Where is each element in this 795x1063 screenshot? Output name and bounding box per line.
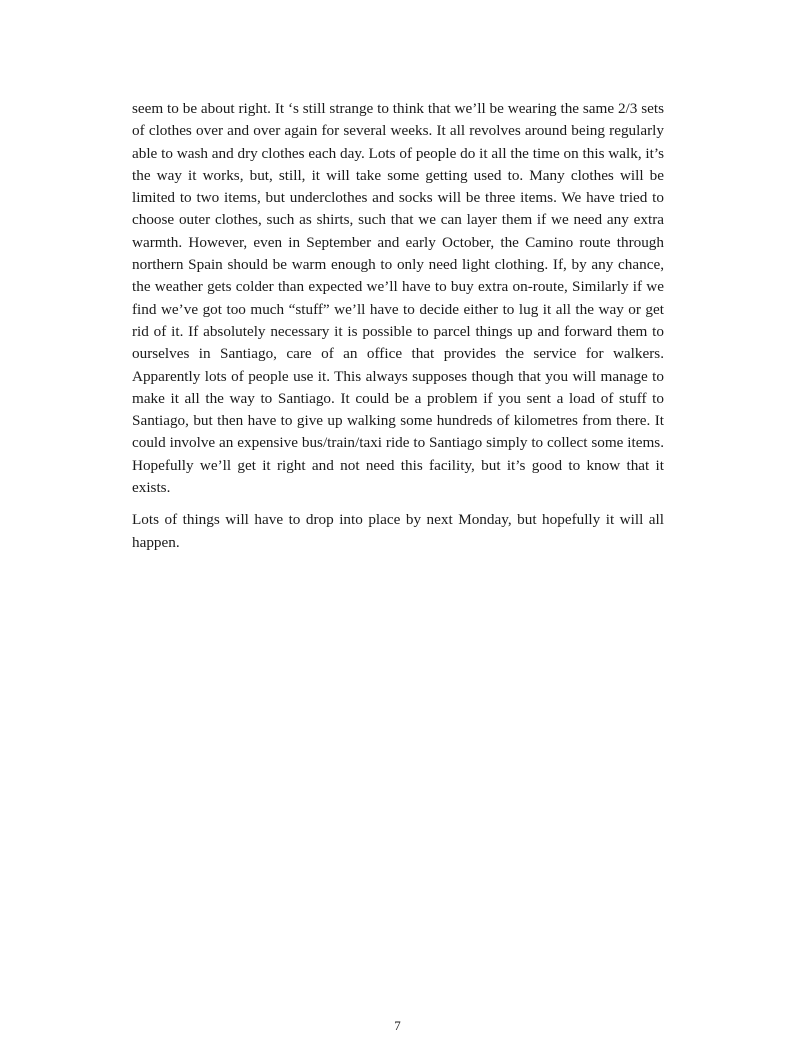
paragraph-closing: Lots of things will have to drop into place by next Monday, but hopefully it will all happen. xyxy=(132,511,664,551)
body-text xyxy=(132,98,664,564)
paragraph-clothing: seem to be about right. It ‘s still strange to think that we’ll be wearing the same 2/3 sets of clothes over and over again for several weeks. It all revolves around being regularly able to wash and dry clothes each day. Lots of people do it all the time on this walk, it’s the way it works, but, still, it will take some getting used to. Many clothes will be limited to two items, but underclothes and socks will be three items. We have tried to choose outer clothes, such as shirts, such that we can layer them if we need any extra warmth. However, even in September and early October, the Camino route through northern Spain should be warm enough to only need light clothing. If, by any chance, the weather gets colder than expected we’ll have to buy extra on-route, Similarly if we find we’ve got too much “stuff” we’ll have to decide either to lug it all the way or get rid of it. If absolutely necessary it is possible to parcel things up and forward them to ourselves in Santiago, care of an office that provides the service for walkers. Apparently lots of people use it. This always supposes though that you will manage to make it all the way to Santiago. It could be a problem if you sent a load of stuff to Santiago, but then have to give up walking some hundreds of kilometres from there. It could involve an expensive bus/train/taxi ride to Santiago simply to collect some items. Hopefully we’ll get it right and not need this facility, but it’s good to know that it exists. xyxy=(132,100,664,497)
page-number: 7 xyxy=(394,1018,401,1033)
